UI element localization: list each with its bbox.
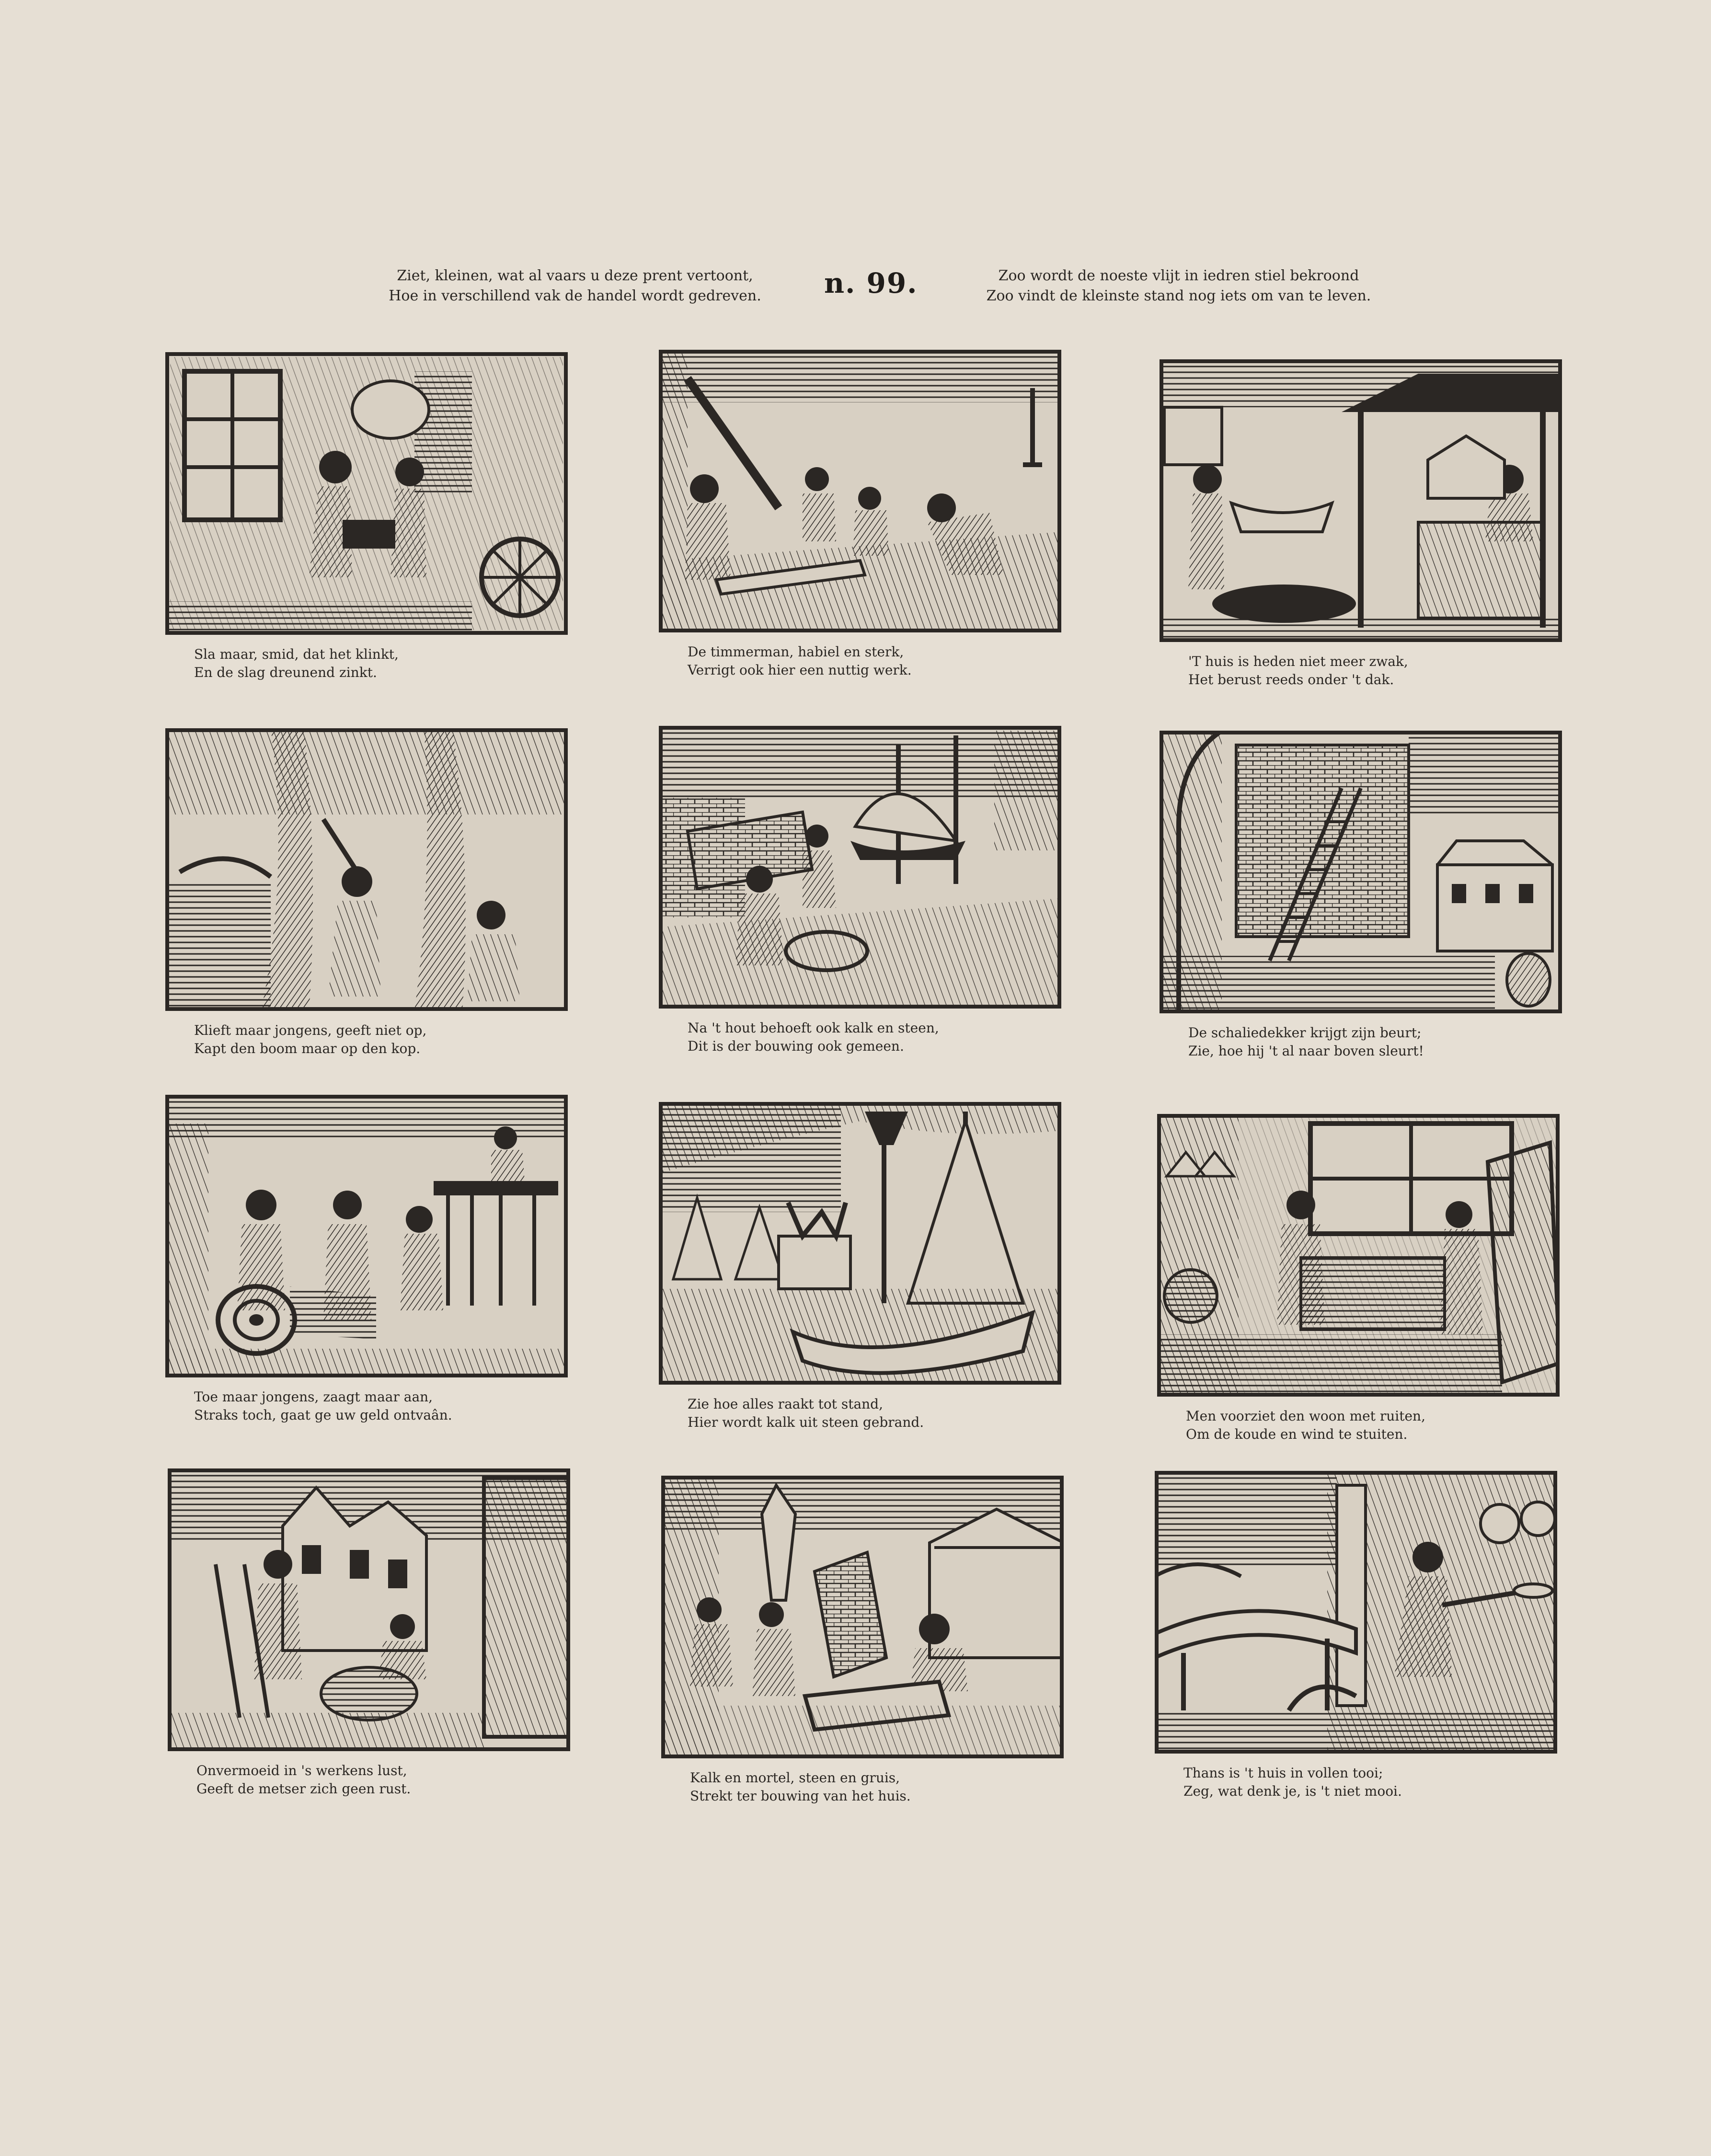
caption-line-2: Zeg, wat denk je, is 't niet mooi.	[1183, 1783, 1402, 1799]
panel-harbour	[659, 726, 1061, 1055]
caption-line-1: Klieft maar jongens, geeft niet op,	[194, 1022, 427, 1038]
panel-mason	[168, 1468, 570, 1798]
caption-line-2: Het berust reeds onder 't dak.	[1188, 672, 1394, 688]
caption-slater	[1160, 1024, 1562, 1060]
panel-sawyers	[165, 1095, 568, 1424]
header-verse-left-line-2: Hoe in verschillend vak de handel wordt gedreven.	[389, 287, 761, 304]
panel-carpenters	[659, 350, 1061, 679]
woodcut-mason	[168, 1468, 570, 1751]
panel-glazier	[1157, 1114, 1560, 1444]
caption-line-2: Kapt den boom maar op den kop.	[194, 1041, 421, 1056]
caption-line-1: Toe maar jongens, zaagt maar aan,	[194, 1389, 433, 1405]
woodcut-slater	[1160, 731, 1562, 1013]
woodcut-glazier	[1157, 1114, 1560, 1397]
caption-line-2: Zie, hoe hij 't al naar boven sleurt!	[1188, 1043, 1424, 1059]
caption-line-2: Straks toch, gaat ge uw geld ontvaân.	[194, 1407, 452, 1423]
header-verse-right	[963, 266, 1394, 306]
woodcut-woodcutters	[165, 728, 568, 1011]
print-number: n. 99.	[824, 267, 918, 299]
caption-line-1: De timmerman, habiel en sterk,	[688, 644, 904, 660]
caption-mason	[168, 1762, 570, 1798]
header-verse-left-line-1: Ziet, kleinen, wat al vaars u deze prent vertoont,	[397, 267, 753, 284]
caption-line-1: Na 't hout behoeft ook kalk en steen,	[688, 1020, 939, 1036]
caption-smithy	[165, 645, 568, 682]
woodcut-roof	[1160, 359, 1562, 642]
panel-smithy	[165, 352, 568, 682]
header	[364, 266, 1418, 319]
header-verse-left	[364, 266, 786, 306]
caption-line-1: Thans is 't huis in vollen tooi;	[1183, 1765, 1383, 1781]
woodcut-finished	[1155, 1471, 1557, 1754]
panel-woodcutters	[165, 728, 568, 1058]
caption-roof	[1160, 653, 1562, 689]
panel-roof	[1160, 359, 1562, 689]
header-verse-right-line-2: Zoo vindt de kleinste stand nog iets om van te leven.	[986, 287, 1371, 304]
caption-sawyers	[165, 1388, 568, 1424]
caption-line-2: Verrigt ook hier een nuttig werk.	[688, 662, 912, 678]
panel-mortar	[661, 1476, 1064, 1805]
caption-line-2: Strekt ter bouwing van het huis.	[690, 1788, 911, 1804]
caption-finished	[1155, 1764, 1557, 1800]
caption-line-2: En de slag dreunend zinkt.	[194, 665, 377, 680]
caption-woodcutters	[165, 1021, 568, 1058]
woodcut-mortar	[661, 1476, 1064, 1758]
caption-kiln	[659, 1395, 1061, 1432]
caption-line-2: Geeft de metser zich geen rust.	[196, 1781, 411, 1797]
woodcut-smithy	[165, 352, 568, 635]
caption-carpenters	[659, 643, 1061, 679]
panel-slater	[1160, 731, 1562, 1060]
caption-harbour	[659, 1019, 1061, 1055]
panel-finished	[1155, 1471, 1557, 1800]
header-verse-right-line-1: Zoo wordt de noeste vlijt in iedren stiel bekroond	[998, 267, 1359, 284]
caption-line-2: Om de koude en wind te stuiten.	[1186, 1426, 1408, 1442]
caption-mortar	[661, 1769, 1064, 1805]
woodcut-kiln	[659, 1102, 1061, 1385]
caption-line-2: Dit is der bouwing ook gemeen.	[688, 1038, 904, 1054]
panel-kiln	[659, 1102, 1061, 1432]
caption-line-1: Kalk en mortel, steen en gruis,	[690, 1770, 900, 1786]
woodcut-carpenters	[659, 350, 1061, 632]
caption-line-1: Onvermoeid in 's werkens lust,	[196, 1763, 407, 1778]
caption-line-2: Hier wordt kalk uit steen gebrand.	[688, 1414, 924, 1430]
caption-line-1: Zie hoe alles raakt tot stand,	[688, 1396, 884, 1412]
woodcut-sawyers	[165, 1095, 568, 1377]
caption-line-1: De schaliedekker krijgt zijn beurt;	[1188, 1025, 1422, 1041]
woodcut-harbour	[659, 726, 1061, 1009]
caption-line-1: Sla maar, smid, dat het klinkt,	[194, 646, 399, 662]
caption-line-1: 'T huis is heden niet meer zwak,	[1188, 654, 1408, 669]
caption-line-1: Men voorziet den woon met ruiten,	[1186, 1408, 1425, 1424]
caption-glazier	[1157, 1407, 1560, 1444]
